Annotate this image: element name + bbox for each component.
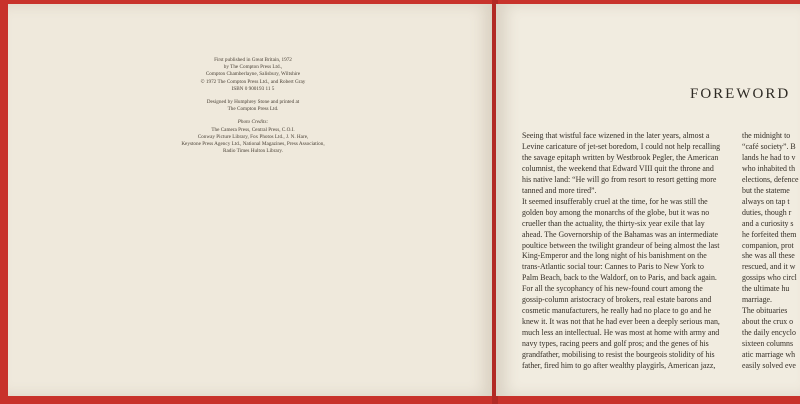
text-line: easily solved eve: [742, 361, 796, 371]
photo-credits: [178, 119, 328, 155]
colophon: [178, 57, 328, 161]
text-line: gossips who circl: [742, 273, 797, 283]
text-line: tanned and more tired”.: [522, 185, 597, 195]
text-line: columnist, the weekend that Edward VIII quit the throne and: [522, 163, 714, 173]
text-line: father, fired him to go after wealthy playgirls, American jazz,: [522, 361, 716, 371]
text-line: the daily encyclo: [742, 328, 796, 338]
design-info: [178, 99, 328, 113]
text-line: much less an intellectual. He was most at home with army and: [522, 328, 720, 338]
text-line: sixteen columns: [742, 339, 794, 349]
text-line: poultice between the twilight grandeur of being almost the last: [522, 240, 720, 250]
text-line: crueller than the actuality, the thirty-six year exile that lay: [522, 218, 705, 228]
publication-line: Compton Chamberlayne, Salisbury, Wiltshire: [205, 71, 301, 78]
photo-credit-line: Conway Picture Library, Fox Photos Ltd., J. N. Hare,: [197, 133, 309, 140]
text-line: knew it. It was not that he had ever been a deeply serious man,: [522, 317, 720, 327]
text-line: lands he had to v: [742, 152, 796, 162]
text-column-2: [742, 131, 800, 372]
text-line: gossip-column aristocracy of brokers, real estate barons and: [522, 295, 712, 305]
text-line: grandfather, mobilising to resist the bourgeois stolidity of his: [522, 350, 715, 360]
text-line: she was all these: [742, 251, 795, 261]
text-line: King-Emperor and the long night of his banishment on the: [522, 251, 707, 261]
text-line: the savage epitaph written by Westbrook Pegler, the American: [522, 152, 719, 162]
publication-line: © 1972 The Compton Press Ltd., and Robert Gray: [200, 78, 306, 85]
text-line: he forfeited them: [742, 229, 797, 239]
text-line: marriage.: [742, 295, 773, 305]
text-line: Palm Beach, back to the Waldorf, on to Paris, and back again.: [522, 273, 717, 283]
design-line: Designed by Humphrey Stone and printed at: [206, 99, 300, 106]
text-line: navy types, racing peers and golf pros; and the genes of his: [522, 339, 709, 349]
text-line: but the stateme: [742, 185, 790, 195]
text-line: atic marriage wh: [742, 350, 796, 360]
text-line: ahead. The Governorship of the Bahamas was an intermediate: [522, 229, 718, 239]
text-line: It seemed insufferably cruel at the time, for he was still the: [522, 196, 708, 206]
text-line: The obituaries: [742, 306, 788, 316]
publication-info: [178, 57, 328, 93]
text-line: “café society”. B: [742, 141, 796, 151]
text-line: always on tap t: [742, 196, 790, 206]
page-title: FOREWORD: [690, 86, 791, 102]
text-line: Levine caricature of jet-set boredom, I could not help recalling: [522, 141, 721, 151]
text-line: about the crux o: [742, 317, 794, 327]
text-column-1: [522, 131, 734, 372]
text-line: the midnight to: [742, 131, 791, 140]
publication-line: ISBN 0 900193 11 5: [231, 85, 275, 92]
text-line: who inhabited th: [742, 163, 796, 173]
text-line: companion, prot: [742, 240, 794, 250]
photo-credit-line: Radio Times Hulton Library.: [223, 148, 283, 155]
text-line: Seeing that wistful face wizened in the later years, almost a: [522, 131, 710, 140]
text-line: trans-Atlantic social tour: Cannes to Paris to New York to: [522, 262, 704, 272]
text-line: cosmetic manufacturers, he really had no place to go and he: [522, 306, 712, 316]
text-line: the ultimate hu: [742, 284, 790, 294]
photo-credit-line: The Camera Press, Central Press, C.O.I.: [211, 126, 295, 133]
text-line: his native land: “He will go from resort to resort getting more: [522, 174, 717, 184]
photo-credits-heading: Photo Credits:: [237, 119, 269, 126]
text-line: For all the sycophancy of his new-found court among the: [522, 284, 703, 294]
text-line: duties, though r: [742, 207, 792, 217]
photo-credit-line: Keystone Press Agency Ltd., National Magazines, Press Association,: [181, 141, 325, 148]
text-line: and a curiosity s: [742, 218, 794, 228]
design-line: The Compton Press Ltd.: [227, 106, 279, 113]
text-line: rescued, and it w: [742, 262, 796, 272]
text-line: golden boy among the monarchs of the globe, but it was no: [522, 207, 710, 217]
publication-line: First published in Great Britain, 1972: [214, 57, 292, 63]
text-line: elections, defence: [742, 174, 799, 184]
publication-line: by The Compton Press Ltd.,: [223, 64, 283, 71]
